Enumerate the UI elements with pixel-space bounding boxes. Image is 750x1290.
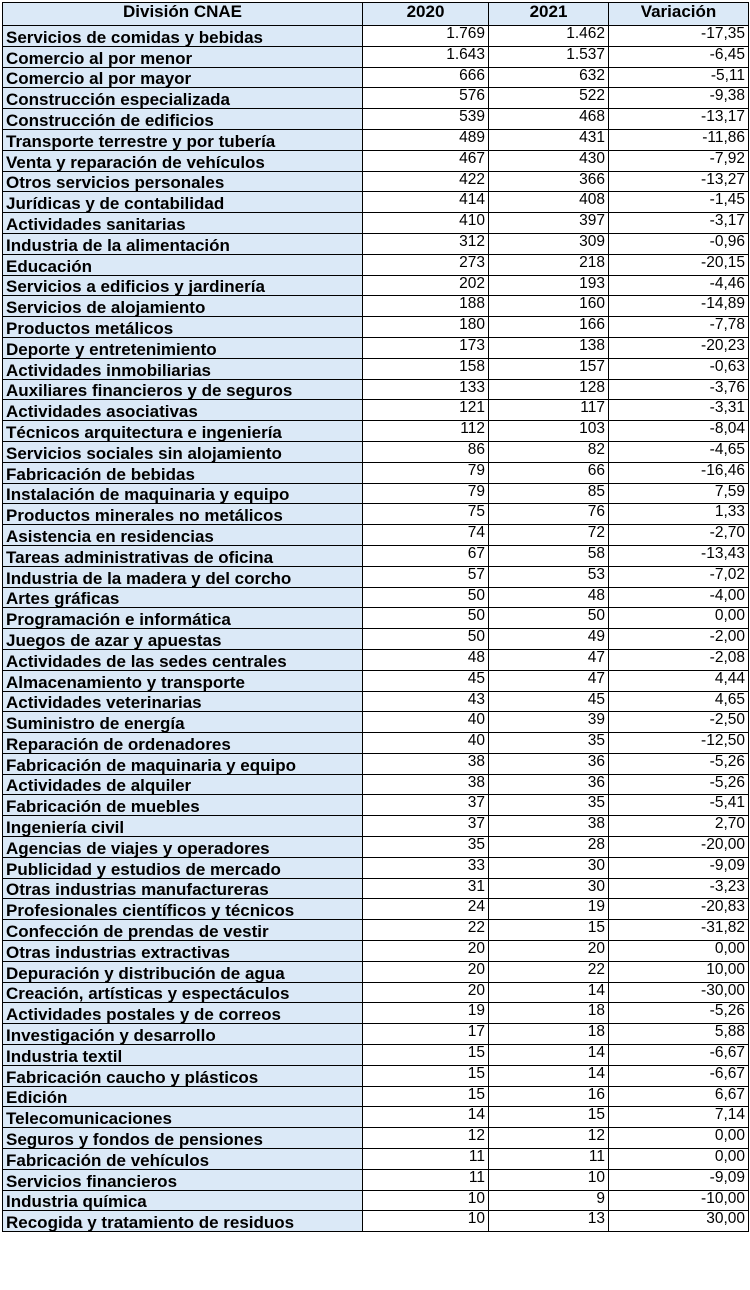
value-2021-cell: 22 [489,961,609,982]
division-cell: Construcción especializada [3,88,363,109]
table-row [3,837,749,858]
table-row [3,254,749,275]
variacion-cell: -6,67 [609,1045,749,1066]
variacion-cell: -1,45 [609,192,749,213]
header-2021: 2021 [489,3,609,26]
division-cell: Otras industrias extractivas [3,941,363,962]
variacion-cell: -9,09 [609,1169,749,1190]
table-row [3,1190,749,1211]
table-row [3,1149,749,1170]
value-2021-cell: 85 [489,483,609,504]
table-row [3,233,749,254]
value-2021-cell: 38 [489,816,609,837]
table-row [3,504,749,525]
variacion-cell: -0,96 [609,233,749,254]
variacion-cell: -11,86 [609,129,749,150]
value-2020-cell: 57 [363,566,489,587]
value-2020-cell: 79 [363,483,489,504]
value-2020-cell: 10 [363,1190,489,1211]
value-2020-cell: 133 [363,379,489,400]
variacion-cell: 6,67 [609,1086,749,1107]
variacion-cell: -10,00 [609,1190,749,1211]
value-2021-cell: 160 [489,296,609,317]
variacion-cell: -2,70 [609,525,749,546]
value-2020-cell: 20 [363,982,489,1003]
table-row [3,899,749,920]
value-2021-cell: 18 [489,1003,609,1024]
division-cell: Auxiliares financieros y de seguros [3,379,363,400]
variacion-cell: -31,82 [609,920,749,941]
value-2021-cell: 117 [489,400,609,421]
value-2021-cell: 408 [489,192,609,213]
value-2021-cell: 50 [489,608,609,629]
division-cell: Instalación de maquinaria y equipo [3,483,363,504]
value-2020-cell: 12 [363,1128,489,1149]
division-cell: Técnicos arquitectura e ingeniería [3,421,363,442]
value-2020-cell: 86 [363,441,489,462]
variacion-cell: -30,00 [609,982,749,1003]
variacion-cell: -3,23 [609,878,749,899]
table-row [3,1169,749,1190]
value-2020-cell: 74 [363,525,489,546]
header-2020: 2020 [363,3,489,26]
table-row [3,566,749,587]
table-row [3,88,749,109]
value-2020-cell: 576 [363,88,489,109]
table-row [3,1128,749,1149]
table-row [3,670,749,691]
table-row [3,649,749,670]
variacion-cell: -3,31 [609,400,749,421]
value-2020-cell: 48 [363,649,489,670]
division-cell: Juegos de azar y apuestas [3,629,363,650]
value-2020-cell: 40 [363,712,489,733]
value-2021-cell: 397 [489,213,609,234]
variacion-cell: -16,46 [609,462,749,483]
table-row [3,753,749,774]
value-2020-cell: 31 [363,878,489,899]
table-row [3,1003,749,1024]
value-2021-cell: 39 [489,712,609,733]
value-2021-cell: 522 [489,88,609,109]
division-cell: Edición [3,1086,363,1107]
value-2020-cell: 422 [363,171,489,192]
division-cell: Creación, artísticas y espectáculos [3,982,363,1003]
division-cell: Otras industrias manufactureras [3,878,363,899]
value-2021-cell: 45 [489,691,609,712]
table-row [3,46,749,67]
division-cell: Productos metálicos [3,317,363,338]
table-row [3,1211,749,1232]
table-row [3,1065,749,1086]
value-2020-cell: 35 [363,837,489,858]
division-cell: Profesionales científicos y técnicos [3,899,363,920]
variacion-cell: -20,15 [609,254,749,275]
value-2021-cell: 632 [489,67,609,88]
table-row [3,733,749,754]
value-2021-cell: 72 [489,525,609,546]
table-row [3,1086,749,1107]
division-cell: Actividades veterinarias [3,691,363,712]
value-2020-cell: 158 [363,358,489,379]
division-cell: Venta y reparación de vehículos [3,150,363,171]
division-cell: Servicios sociales sin alojamiento [3,441,363,462]
value-2020-cell: 1.769 [363,26,489,47]
table-row [3,816,749,837]
table-row [3,961,749,982]
table-row [3,400,749,421]
division-cell: Fabricación de maquinaria y equipo [3,753,363,774]
value-2020-cell: 67 [363,545,489,566]
value-2021-cell: 12 [489,1128,609,1149]
division-cell: Servicios de comidas y bebidas [3,26,363,47]
table-row [3,1045,749,1066]
variacion-cell: -13,43 [609,545,749,566]
variacion-cell: -6,67 [609,1065,749,1086]
table-row [3,441,749,462]
value-2021-cell: 13 [489,1211,609,1232]
division-cell: Fabricación caucho y plásticos [3,1065,363,1086]
value-2021-cell: 10 [489,1169,609,1190]
value-2021-cell: 36 [489,774,609,795]
value-2021-cell: 157 [489,358,609,379]
variacion-cell: -7,92 [609,150,749,171]
division-cell: Industria de la madera y del corcho [3,566,363,587]
variacion-cell: -8,04 [609,421,749,442]
division-cell: Publicidad y estudios de mercado [3,857,363,878]
division-cell: Reparación de ordenadores [3,733,363,754]
value-2020-cell: 11 [363,1149,489,1170]
variacion-cell: -4,00 [609,587,749,608]
division-cell: Construcción de edificios [3,109,363,130]
division-cell: Actividades inmobiliarias [3,358,363,379]
value-2021-cell: 47 [489,670,609,691]
value-2021-cell: 30 [489,878,609,899]
table-row [3,795,749,816]
value-2021-cell: 36 [489,753,609,774]
value-2021-cell: 15 [489,920,609,941]
variacion-cell: -9,38 [609,88,749,109]
variacion-cell: -4,65 [609,441,749,462]
division-cell: Transporte terrestre y por tubería [3,129,363,150]
value-2021-cell: 20 [489,941,609,962]
table-row [3,317,749,338]
value-2020-cell: 50 [363,608,489,629]
cnae-table [2,2,749,1232]
table-row [3,109,749,130]
value-2021-cell: 14 [489,1065,609,1086]
value-2021-cell: 218 [489,254,609,275]
value-2020-cell: 467 [363,150,489,171]
division-cell: Agencias de viajes y operadores [3,837,363,858]
value-2021-cell: 431 [489,129,609,150]
value-2020-cell: 79 [363,462,489,483]
variacion-cell: 4,44 [609,670,749,691]
division-cell: Industria textil [3,1045,363,1066]
table-row [3,213,749,234]
value-2020-cell: 45 [363,670,489,691]
variacion-cell: -7,02 [609,566,749,587]
table-row [3,857,749,878]
header-variacion: Variación [609,3,749,26]
variacion-cell: 4,65 [609,691,749,712]
value-2020-cell: 75 [363,504,489,525]
table-row [3,358,749,379]
division-cell: Actividades sanitarias [3,213,363,234]
variacion-cell: -2,00 [609,629,749,650]
variacion-cell: -13,17 [609,109,749,130]
table-row [3,150,749,171]
division-cell: Actividades asociativas [3,400,363,421]
division-cell: Ingeniería civil [3,816,363,837]
value-2020-cell: 40 [363,733,489,754]
division-cell: Industria de la alimentación [3,233,363,254]
division-cell: Comercio al por mayor [3,67,363,88]
division-cell: Recogida y tratamiento de residuos [3,1211,363,1232]
value-2021-cell: 18 [489,1024,609,1045]
division-cell: Jurídicas y de contabilidad [3,192,363,213]
table-row [3,192,749,213]
value-2021-cell: 49 [489,629,609,650]
table-row [3,379,749,400]
division-cell: Comercio al por menor [3,46,363,67]
division-cell: Depuración y distribución de agua [3,961,363,982]
value-2020-cell: 188 [363,296,489,317]
variacion-cell: -2,08 [609,649,749,670]
value-2020-cell: 22 [363,920,489,941]
value-2021-cell: 14 [489,1045,609,1066]
table-row [3,629,749,650]
division-cell: Telecomunicaciones [3,1107,363,1128]
table-row [3,774,749,795]
value-2020-cell: 273 [363,254,489,275]
value-2020-cell: 15 [363,1086,489,1107]
variacion-cell: -5,26 [609,1003,749,1024]
value-2020-cell: 180 [363,317,489,338]
table-row [3,525,749,546]
table-header [3,3,749,26]
variacion-cell: -3,76 [609,379,749,400]
table-row [3,421,749,442]
value-2020-cell: 50 [363,587,489,608]
variacion-cell: -20,83 [609,899,749,920]
value-2020-cell: 38 [363,753,489,774]
value-2021-cell: 35 [489,795,609,816]
value-2021-cell: 15 [489,1107,609,1128]
division-cell: Almacenamiento y transporte [3,670,363,691]
value-2020-cell: 1.643 [363,46,489,67]
division-cell: Otros servicios personales [3,171,363,192]
value-2020-cell: 666 [363,67,489,88]
table-body [3,26,749,1232]
division-cell: Seguros y fondos de pensiones [3,1128,363,1149]
value-2020-cell: 37 [363,795,489,816]
value-2020-cell: 24 [363,899,489,920]
variacion-cell: -13,27 [609,171,749,192]
value-2020-cell: 410 [363,213,489,234]
table-row [3,26,749,47]
value-2020-cell: 43 [363,691,489,712]
table-row [3,878,749,899]
division-cell: Servicios de alojamiento [3,296,363,317]
header-division: División CNAE [3,3,363,26]
division-cell: Confección de prendas de vestir [3,920,363,941]
table-row [3,296,749,317]
division-cell: Actividades postales y de correos [3,1003,363,1024]
value-2021-cell: 138 [489,337,609,358]
variacion-cell: -5,11 [609,67,749,88]
division-cell: Artes gráficas [3,587,363,608]
value-2020-cell: 414 [363,192,489,213]
value-2021-cell: 11 [489,1149,609,1170]
division-cell: Productos minerales no metálicos [3,504,363,525]
value-2020-cell: 121 [363,400,489,421]
value-2021-cell: 16 [489,1086,609,1107]
variacion-cell: -12,50 [609,733,749,754]
variacion-cell: 5,88 [609,1024,749,1045]
variacion-cell: 2,70 [609,816,749,837]
value-2020-cell: 20 [363,961,489,982]
value-2021-cell: 48 [489,587,609,608]
value-2020-cell: 20 [363,941,489,962]
value-2020-cell: 15 [363,1045,489,1066]
variacion-cell: -2,50 [609,712,749,733]
value-2020-cell: 312 [363,233,489,254]
table-row [3,483,749,504]
value-2020-cell: 15 [363,1065,489,1086]
table-row [3,941,749,962]
variacion-cell: -9,09 [609,857,749,878]
value-2020-cell: 50 [363,629,489,650]
value-2020-cell: 11 [363,1169,489,1190]
value-2021-cell: 76 [489,504,609,525]
variacion-cell: 7,59 [609,483,749,504]
value-2021-cell: 1.462 [489,26,609,47]
variacion-cell: 0,00 [609,941,749,962]
value-2021-cell: 58 [489,545,609,566]
value-2021-cell: 1.537 [489,46,609,67]
variacion-cell: -4,46 [609,275,749,296]
value-2021-cell: 82 [489,441,609,462]
value-2021-cell: 366 [489,171,609,192]
variacion-cell: -5,26 [609,774,749,795]
table-row [3,587,749,608]
variacion-cell: -3,17 [609,213,749,234]
table-row [3,712,749,733]
variacion-cell: -17,35 [609,26,749,47]
value-2021-cell: 128 [489,379,609,400]
value-2020-cell: 37 [363,816,489,837]
division-cell: Actividades de las sedes centrales [3,649,363,670]
value-2021-cell: 430 [489,150,609,171]
value-2021-cell: 103 [489,421,609,442]
division-cell: Deporte y entretenimiento [3,337,363,358]
table-row [3,462,749,483]
variacion-cell: 0,00 [609,1128,749,1149]
division-cell: Fabricación de bebidas [3,462,363,483]
value-2021-cell: 47 [489,649,609,670]
variacion-cell: -5,26 [609,753,749,774]
division-cell: Programación e informática [3,608,363,629]
variacion-cell: 0,00 [609,1149,749,1170]
value-2021-cell: 30 [489,857,609,878]
variacion-cell: 7,14 [609,1107,749,1128]
variacion-cell: -5,41 [609,795,749,816]
value-2021-cell: 53 [489,566,609,587]
table-row [3,171,749,192]
value-2020-cell: 112 [363,421,489,442]
table-row [3,275,749,296]
table-row [3,982,749,1003]
value-2020-cell: 202 [363,275,489,296]
table-row [3,1107,749,1128]
value-2021-cell: 193 [489,275,609,296]
division-cell: Asistencia en residencias [3,525,363,546]
value-2021-cell: 309 [489,233,609,254]
division-cell: Actividades de alquiler [3,774,363,795]
division-cell: Tareas administrativas de oficina [3,545,363,566]
value-2020-cell: 17 [363,1024,489,1045]
variacion-cell: 1,33 [609,504,749,525]
variacion-cell: -0,63 [609,358,749,379]
division-cell: Suministro de energía [3,712,363,733]
value-2021-cell: 166 [489,317,609,338]
table-row [3,129,749,150]
division-cell: Servicios financieros [3,1169,363,1190]
value-2020-cell: 33 [363,857,489,878]
variacion-cell: -20,23 [609,337,749,358]
header-row [3,3,749,26]
value-2021-cell: 19 [489,899,609,920]
division-cell: Fabricación de muebles [3,795,363,816]
table-row [3,920,749,941]
division-cell: Educación [3,254,363,275]
value-2021-cell: 66 [489,462,609,483]
value-2020-cell: 10 [363,1211,489,1232]
variacion-cell: 10,00 [609,961,749,982]
value-2020-cell: 489 [363,129,489,150]
table-row [3,67,749,88]
division-cell: Industria química [3,1190,363,1211]
value-2020-cell: 19 [363,1003,489,1024]
variacion-cell: -7,78 [609,317,749,338]
value-2020-cell: 539 [363,109,489,130]
value-2021-cell: 9 [489,1190,609,1211]
value-2021-cell: 14 [489,982,609,1003]
table-row [3,608,749,629]
table-row [3,545,749,566]
variacion-cell: 0,00 [609,608,749,629]
table-row [3,337,749,358]
variacion-cell: -6,45 [609,46,749,67]
value-2020-cell: 14 [363,1107,489,1128]
variacion-cell: -14,89 [609,296,749,317]
table-row [3,1024,749,1045]
value-2020-cell: 38 [363,774,489,795]
value-2021-cell: 35 [489,733,609,754]
division-cell: Servicios a edificios y jardinería [3,275,363,296]
value-2021-cell: 468 [489,109,609,130]
division-cell: Fabricación de vehículos [3,1149,363,1170]
division-cell: Investigación y desarrollo [3,1024,363,1045]
value-2021-cell: 28 [489,837,609,858]
variacion-cell: -20,00 [609,837,749,858]
variacion-cell: 30,00 [609,1211,749,1232]
value-2020-cell: 173 [363,337,489,358]
table-row [3,691,749,712]
